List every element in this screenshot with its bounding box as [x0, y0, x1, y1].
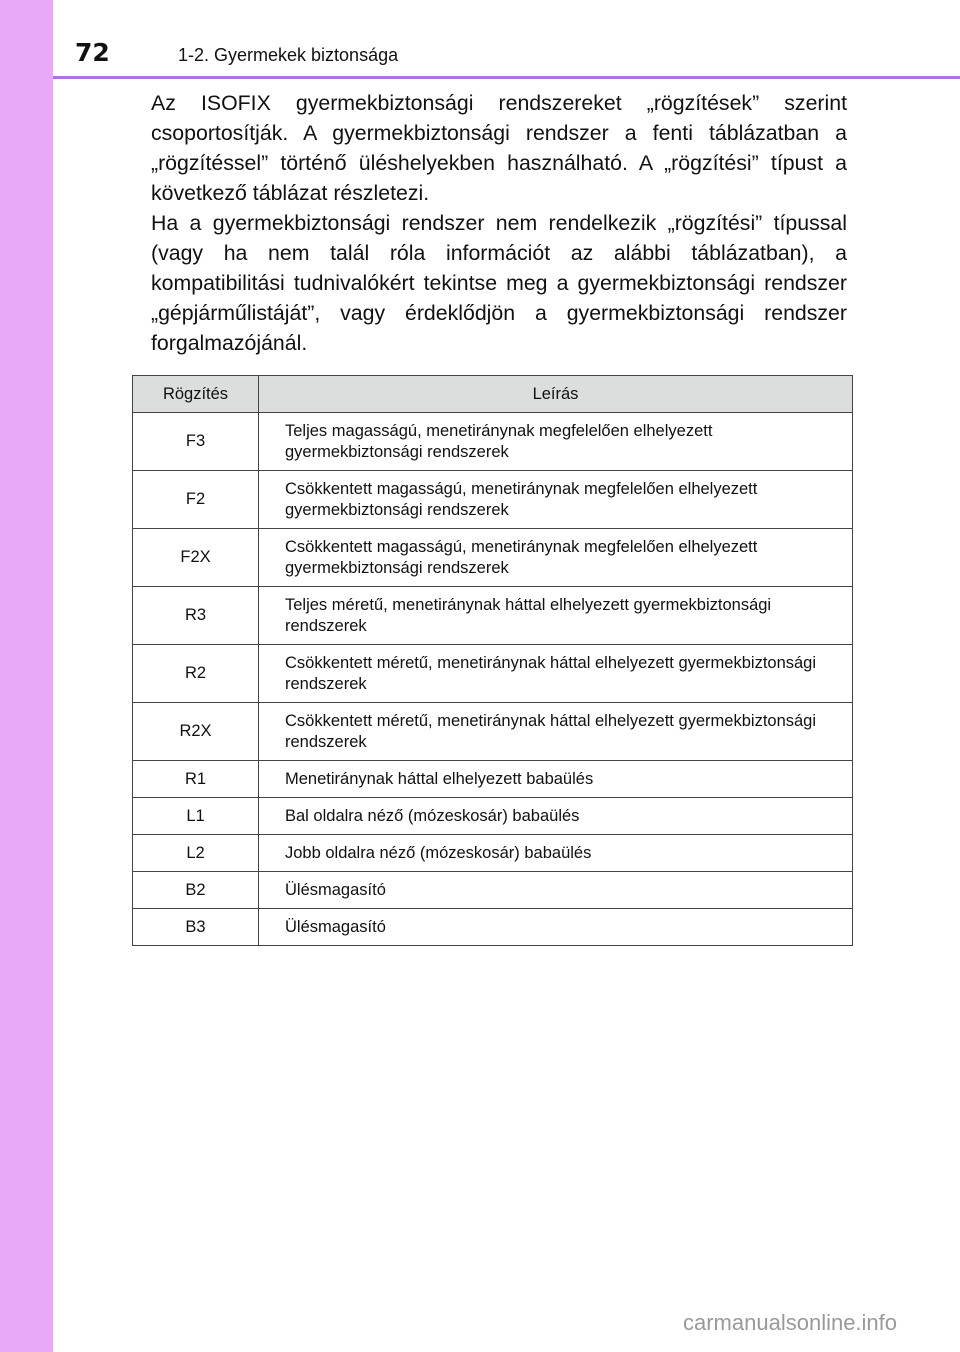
fixture-code: R1 — [133, 761, 259, 798]
body-text — [151, 88, 847, 358]
paragraph: Az ISOFIX gyermekbiztonsági rendszereket „rögzítések” szerint csoportosítják. A gyermekbiztonsági rendszer a fenti táblázatban a „rögzítéssel” történő üléshelyekben használható. A „rögzítési” típust a következő táblázat részletezi. — [151, 91, 847, 205]
header-divider — [53, 76, 960, 79]
fixture-description: Jobb oldalra néző (mózeskosár) babaülés — [259, 835, 853, 872]
watermark: carmanualsonline.info — [683, 1310, 898, 1335]
fixture-code: F2X — [133, 529, 259, 587]
fixture-code: F3 — [133, 413, 259, 471]
fixture-description: Ülésmagasító — [259, 909, 853, 946]
fixture-code: B2 — [133, 872, 259, 909]
table-row — [133, 909, 853, 946]
fixture-code: R3 — [133, 587, 259, 645]
paragraph: Ha a gyermekbiztonsági rendszer nem rendelkezik „rögzítési” típussal (vagy ha nem talál róla információt az alábbi táblázatban), a kompatibilitási tudnivalókért tekintse meg a gyermekbiztonsági rendszer „gépjárműlistáját”, vagy érdeklődjön a gyermekbiztonsági rendszer forgalmazójánál. — [151, 211, 847, 355]
side-tab — [0, 0, 53, 1352]
fixture-description: Ülésmagasító — [259, 872, 853, 909]
table-row — [133, 703, 853, 761]
fixture-code: R2 — [133, 645, 259, 703]
fixture-description: Menetiránynak háttal elhelyezett babaülés — [259, 761, 853, 798]
header-code: Rögzítés — [133, 376, 259, 413]
table-row — [133, 471, 853, 529]
fixture-code: L1 — [133, 798, 259, 835]
table-row — [133, 645, 853, 703]
fixture-description: Teljes méretű, menetiránynak háttal elhelyezett gyermekbiztonsági rendszerek — [259, 587, 853, 645]
fixture-description: Bal oldalra néző (mózeskosár) babaülés — [259, 798, 853, 835]
fixture-code: L2 — [133, 835, 259, 872]
table-row — [133, 761, 853, 798]
table-row — [133, 835, 853, 872]
table-row — [133, 413, 853, 471]
table-row — [133, 872, 853, 909]
fixture-code: B3 — [133, 909, 259, 946]
fixture-code: F2 — [133, 471, 259, 529]
section-title: 1-2. Gyermekek biztonsága — [178, 45, 399, 65]
fixture-description: Csökkentett magasságú, menetiránynak megfelelően elhelyezett gyermekbiztonsági rendszerek — [259, 529, 853, 587]
table-row — [133, 587, 853, 645]
fixture-description: Csökkentett méretű, menetiránynak háttal elhelyezett gyermekbiztonsági rendszerek — [259, 645, 853, 703]
table-row — [133, 529, 853, 587]
header-description: Leírás — [259, 376, 853, 413]
fixture-description: Teljes magasságú, menetiránynak megfelelően elhelyezett gyermekbiztonsági rendszerek — [259, 413, 853, 471]
page-number: 72 — [75, 38, 110, 67]
table-row — [133, 798, 853, 835]
fixture-description: Csökkentett magasságú, menetiránynak megfelelően elhelyezett gyermekbiztonsági rendszerek — [259, 471, 853, 529]
fixture-description: Csökkentett méretű, menetiránynak háttal elhelyezett gyermekbiztonsági rendszerek — [259, 703, 853, 761]
fixture-code: R2X — [133, 703, 259, 761]
fixture-table — [132, 375, 853, 946]
